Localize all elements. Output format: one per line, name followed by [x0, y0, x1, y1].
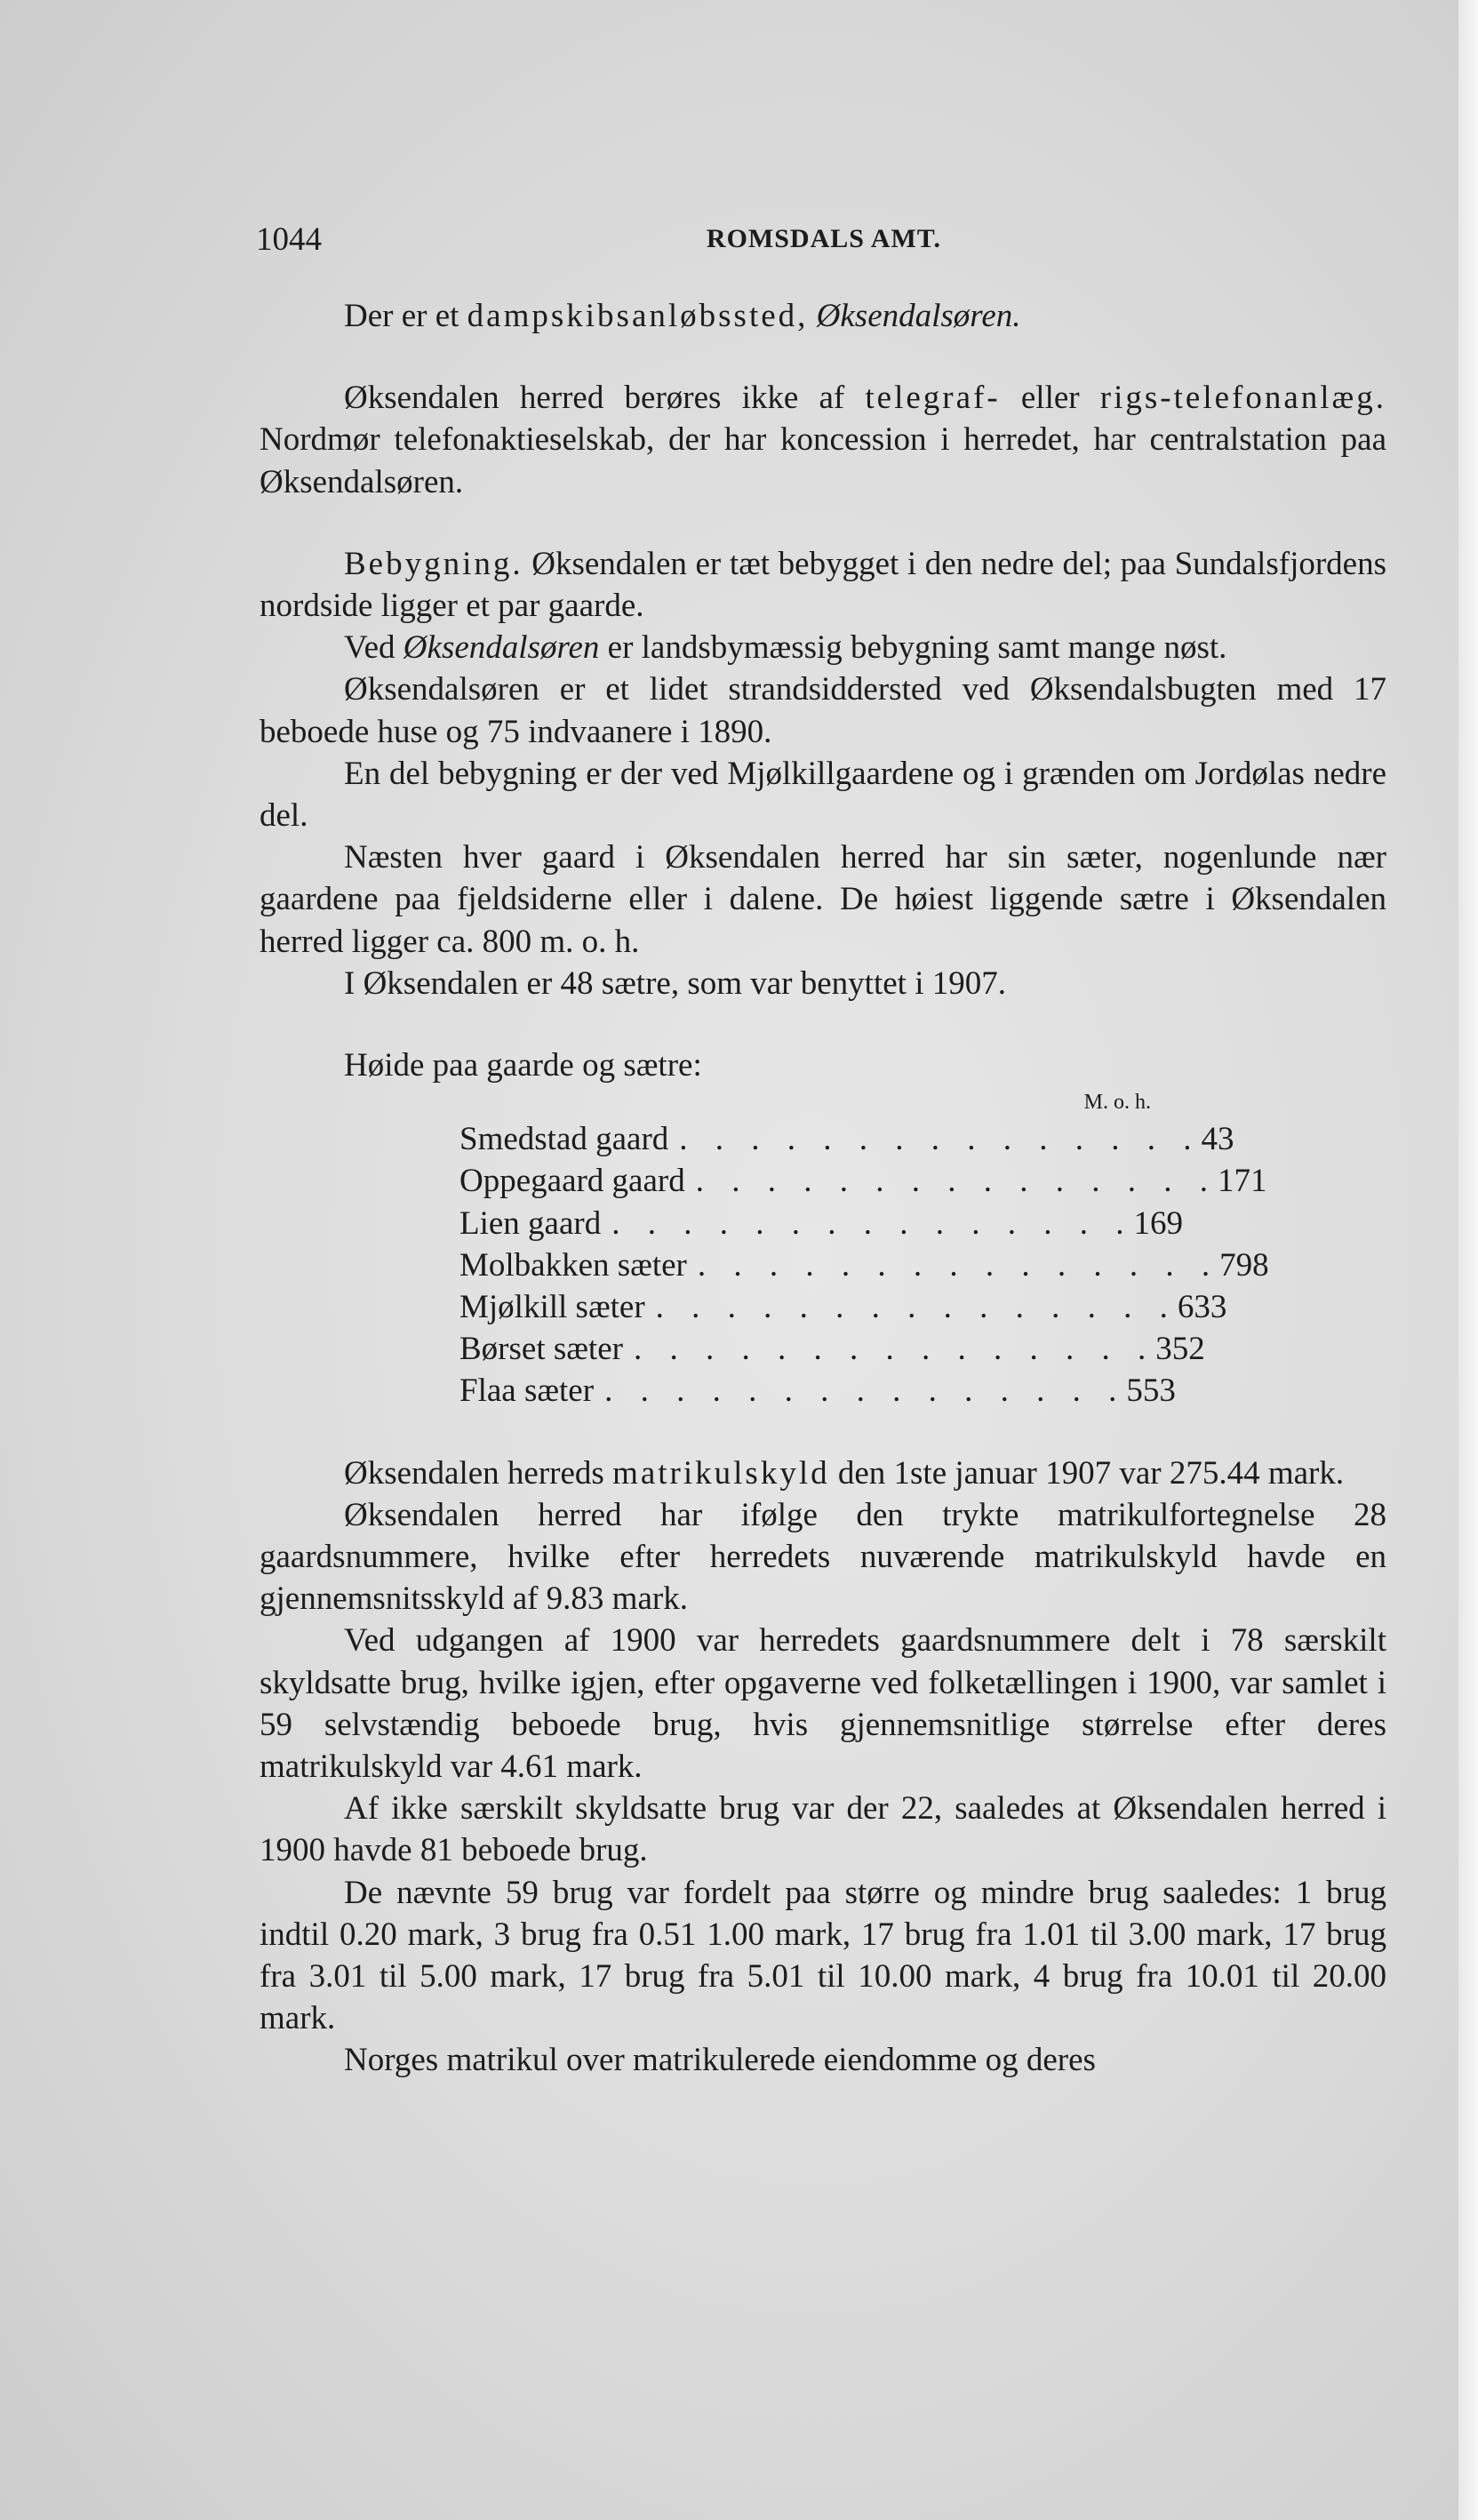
dot-leader: . . . . . . . . . . . . . . .	[604, 1372, 1127, 1410]
text-span: Øksendalen herred berøres ikke af	[344, 380, 866, 417]
paragraph-brug-distribution: De nævnte 59 brug var fordelt paa større og mindre brug saaledes: 1 brug indtil 0.20 mark, 3 brug fra 0.51 1.00 mark, 17 brug fra 1.01 til 3.00 mark, 17 brug fra 3.01 til 5.00 mark, 17 brug fra 5.01 til 10.00 mark, 4 brug fra 10.01 til 20.00 mark.	[260, 1874, 1386, 2037]
paragraph-mjolkill: En del bebygning er der ved Mjølkillgaardene og i grænden om Jordølas nedre del.	[260, 755, 1386, 835]
height-value: 169	[1133, 1204, 1183, 1242]
paragraph-norges-matrikul: Norges matrikul over matrikulerede eiendomme og deres	[344, 2042, 1096, 2079]
page-edge	[1458, 0, 1478, 2520]
dot-leader: . . . . . . . . . . . . . . .	[633, 1331, 1156, 1368]
height-value: 352	[1155, 1331, 1205, 1368]
section-heading: Bebygning.	[344, 545, 523, 582]
text-span: Ved	[344, 629, 403, 667]
dot-leader: . . . . . . . . . . . . . . .	[679, 1121, 1202, 1158]
paragraph-beach-settlement: Øksendalsøren er et lidet strandsiddersted ved Øksendalsbugten med 17 beboede huse og 75 indvaanere i 1890.	[260, 671, 1386, 750]
table-row	[459, 1118, 1234, 1160]
text-span: Der er et	[344, 298, 467, 334]
dot-leader: . . . . . . . . . . . . . . .	[697, 1246, 1220, 1284]
text-span	[808, 298, 816, 334]
italic-place-name: Øksendalsøren.	[816, 298, 1021, 334]
italic-place-name: Øksendalsøren	[403, 629, 600, 667]
heights-table	[459, 1086, 1269, 1412]
page-number: 1044	[256, 221, 322, 258]
height-value: 553	[1126, 1372, 1176, 1410]
height-value: 633	[1177, 1289, 1227, 1325]
farm-name: Mjølkill sæter	[459, 1289, 645, 1325]
paragraph-brug-1900: Ved udgangen af 1900 var herredets gaardsnummere delt i 78 særskilt skyldsatte brug, hvilke igjen, efter opgaverne ved folketællingen i 1900, var samlet i 59 selvstændig beboede brug, hvis gjennemsnitlige størrelse efter deres matrikulskyld var 4.61 mark.	[260, 1622, 1386, 1785]
height-value: 43	[1201, 1121, 1234, 1158]
paragraph-steamship-call	[260, 295, 1386, 337]
paragraph-saeter-count: I Øksendalen er 48 sætre, som var benyttet i 1907.	[344, 964, 1006, 1002]
farm-name: Molbakken sæter	[459, 1246, 687, 1284]
spaced-term: matrikulskyld	[612, 1454, 830, 1492]
page-header	[256, 220, 1392, 263]
paragraph-unregistered-brug: Af ikke særskilt skyldsatte brug var der 22, saaledes at Øksendalen herred i 1900 havde 81 beboede brug.	[260, 1790, 1386, 1869]
farm-name: Børset sæter	[459, 1331, 623, 1368]
dot-leader: . . . . . . . . . . . . . . .	[655, 1289, 1178, 1325]
farm-name: Flaa sæter	[459, 1372, 595, 1410]
table-row	[459, 1370, 1176, 1412]
table-row	[459, 1203, 1183, 1244]
paragraph-telegraph	[260, 377, 1386, 503]
dot-leader: . . . . . . . . . . . . . . .	[611, 1204, 1134, 1242]
table-row	[459, 1286, 1227, 1328]
table-caption: Høide paa gaarde og sætre:	[344, 1047, 702, 1084]
spaced-term: telegraf-	[865, 380, 1001, 417]
height-value: 171	[1217, 1163, 1267, 1200]
table-row	[459, 1160, 1267, 1202]
dot-leader: . . . . . . . . . . . . . . .	[695, 1163, 1218, 1200]
farm-name: Lien gaard	[459, 1204, 602, 1242]
text-span: eller	[1000, 380, 1100, 417]
paragraph-gaardsnummere: Øksendalen herred har ifølge den trykte matrikulfortegnelse 28 gaardsnummere, hvilke efter herredets nuværende matrikulskyld havde en gjennemsnitsskyld af 9.83 mark.	[260, 1496, 1386, 1618]
text-span: Øksendalen er tæt bebygget i den nedre del; paa Sundalsfjordens nordside ligger et par gaarde.	[260, 545, 1386, 625]
text-span: Nordmør telefonaktieselskab, der har koncession i herredet, har centralstation paa Øksendalsøren.	[260, 421, 1386, 500]
text-span: den 1ste januar 1907 var 275.44 mark.	[829, 1454, 1345, 1492]
height-value: 798	[1219, 1246, 1269, 1284]
text-span: er landsbymæssig bebygning samt mange nøst.	[599, 629, 1227, 667]
farm-name: Oppegaard gaard	[459, 1163, 685, 1200]
paragraph-oksendalsoren	[260, 627, 1386, 668]
spaced-term: dampskibsanløbssted,	[467, 298, 809, 334]
paragraph-saeter: Næsten hver gaard i Øksendalen herred har sin sæter, nogenlunde nær gaardene paa fjeldsiderne eller i dalene. De høiest liggende sætre i Øksendalen herred ligger ca. 800 m. o. h.	[260, 839, 1386, 960]
paragraph-matrikulskyld	[260, 1452, 1386, 1494]
running-head: ROMSDALS AMT.	[706, 224, 942, 253]
paragraph-settlement	[260, 543, 1386, 627]
table-unit-header: M. o. h.	[1083, 1091, 1151, 1115]
text-span: Øksendalen herreds	[344, 1454, 613, 1492]
farm-name: Smedstad gaard	[459, 1121, 669, 1158]
body-text	[260, 295, 1386, 2082]
table-row	[459, 1244, 1269, 1286]
table-row	[459, 1328, 1205, 1370]
spaced-term: rigs-telefonanlæg.	[1099, 380, 1386, 417]
